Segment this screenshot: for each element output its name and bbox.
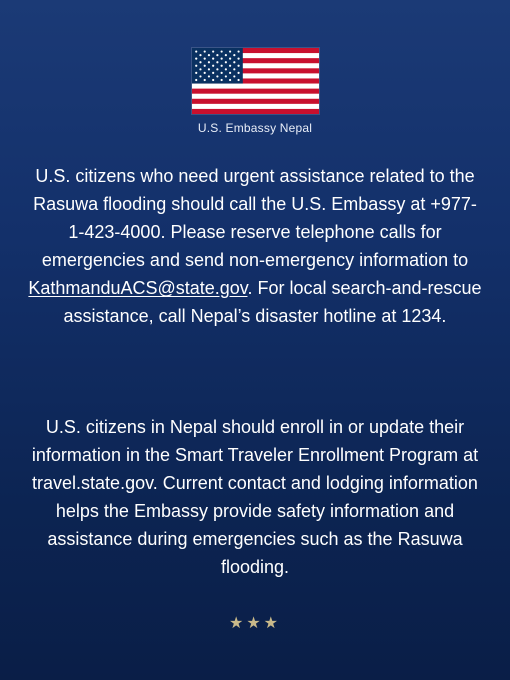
- flag-star: [229, 79, 231, 81]
- flag-star: [199, 75, 201, 77]
- flag-red-stripe: [192, 109, 319, 114]
- flag-star: [199, 54, 201, 56]
- flag-star: [225, 61, 227, 63]
- flag-star: [233, 75, 235, 77]
- flag-star: [233, 68, 235, 70]
- decorative-stars: ★★★: [228, 615, 282, 632]
- flag-star: [216, 75, 218, 77]
- flag-red-stripe: [192, 99, 319, 104]
- flag-star: [204, 65, 206, 67]
- message-paragraph-2: U.S. citizens in Nepal should enroll in or update their information in the Smart Traveler Enrollment Program at travel.state.gov. Current contact and lodging information helps the Embassy provide safety information and assistance during emergencies such as the Rasuwa flooding.: [31, 417, 479, 577]
- flag-star: [216, 61, 218, 63]
- flag-star: [221, 50, 223, 52]
- paragraph-1-text-before-email: U.S. citizens who need urgent assistance related to the Rasuwa flooding should call the U.S. Embassy at +977-1-423-4000. Please reserve telephone calls for emergencies and send non-emergency information to: [33, 166, 477, 270]
- flag-star: [229, 72, 231, 74]
- flag-star: [212, 65, 214, 67]
- flag-star: [237, 58, 239, 60]
- flag-star: [212, 72, 214, 74]
- flag-star: [199, 68, 201, 70]
- flag-star: [208, 54, 210, 56]
- flag-star: [221, 65, 223, 67]
- flag-star: [237, 50, 239, 52]
- flag-star: [208, 68, 210, 70]
- flag-star: [212, 79, 214, 81]
- flag-star: [237, 79, 239, 81]
- flag-star: [208, 61, 210, 63]
- flag-star: [221, 58, 223, 60]
- flag-star: [195, 65, 197, 67]
- flag-star: [237, 72, 239, 74]
- flag-star: [233, 54, 235, 56]
- us-flag-icon: [192, 48, 319, 114]
- flag-star: [204, 50, 206, 52]
- flag-star: [216, 68, 218, 70]
- flag-star: [212, 50, 214, 52]
- flag-star: [229, 65, 231, 67]
- flag-star: [195, 58, 197, 60]
- flag-star: [195, 72, 197, 74]
- flag-star: [212, 58, 214, 60]
- flag-star: [204, 79, 206, 81]
- flag-star: [225, 68, 227, 70]
- flag-star: [229, 50, 231, 52]
- message-paragraph-1: [28, 162, 482, 330]
- flag-star: [229, 58, 231, 60]
- flag-star: [216, 54, 218, 56]
- flag-star: [221, 72, 223, 74]
- email-link[interactable]: KathmanduACS@state.gov: [28, 278, 248, 298]
- embassy-name: U.S. Embassy Nepal: [197, 121, 313, 135]
- flag-star: [233, 61, 235, 63]
- flag-star: [221, 79, 223, 81]
- flag-star: [225, 54, 227, 56]
- flag-star: [208, 75, 210, 77]
- flag-red-stripe: [192, 89, 319, 94]
- paragraph-1-text-after-email: . For local search-and-rescue assistance, call Nepal’s disaster hotline at 1234.: [63, 278, 482, 326]
- flag-star: [204, 58, 206, 60]
- flag-star: [237, 65, 239, 67]
- flag-canton: [192, 48, 243, 84]
- flag-star: [204, 72, 206, 74]
- flag-star: [199, 61, 201, 63]
- flag-star: [195, 79, 197, 81]
- flag-star: [225, 75, 227, 77]
- flag-star: [195, 50, 197, 52]
